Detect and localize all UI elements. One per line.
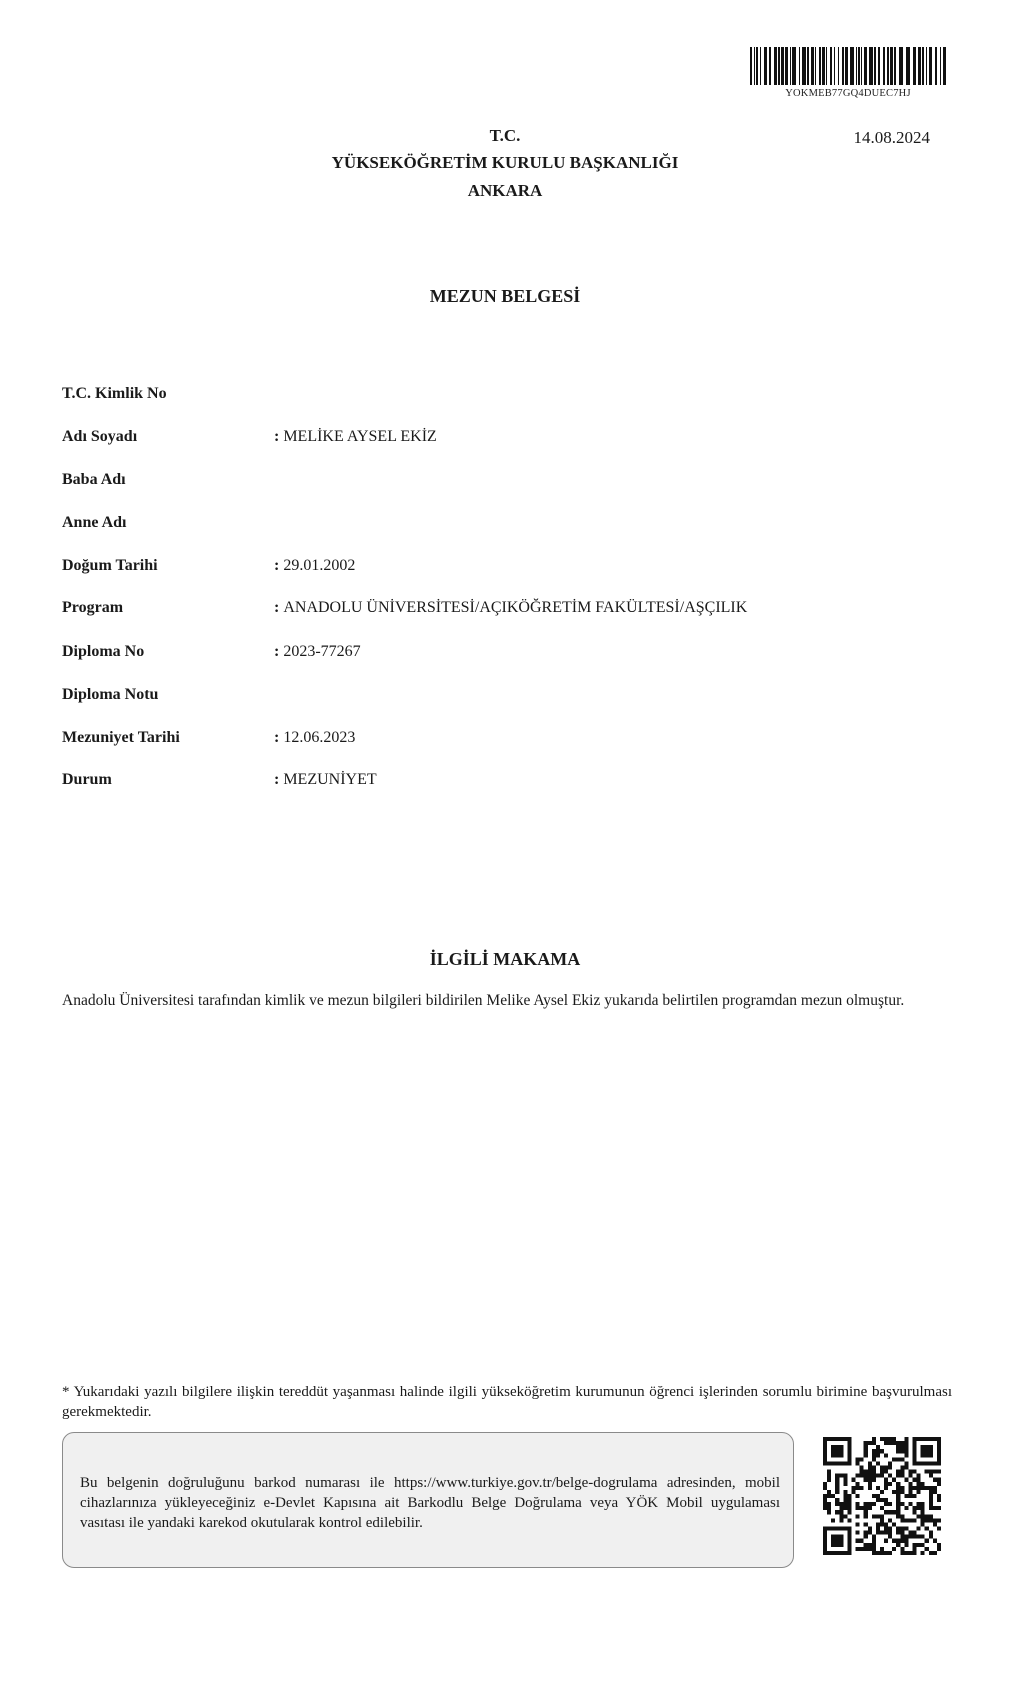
field-colon: : [274,643,280,660]
field-label: Program [62,599,124,616]
field-label: T.C. Kimlik No [62,385,167,402]
field-row-program [62,599,962,625]
header-institution: YÜKSEKÖĞRETİM KURULU BAŞKANLIĞI [331,153,679,172]
field-colon: : [274,729,280,746]
document-title: MEZUN BELGESİ [429,286,581,306]
field-row-durum [62,771,962,797]
field-colon: : [274,428,280,445]
field-colon: : [274,557,280,574]
field-label: Diploma Notu [62,686,159,703]
field-value: ANADOLU ÜNİVERSİTESİ/AÇIKÖĞRETİM FAKÜLTESİ/AŞÇILIK [283,599,748,616]
footnote: * Yukarıdaki yazılı bilgilere ilişkin tereddüt yaşanması halinde ilgili yükseköğretim kurumunun öğrenci işlerinden sorumlu birimine başvurulması gerekmektedir. [62,1384,952,1420]
field-row-diploma-no [62,643,962,669]
field-label: Durum [62,771,112,788]
section-title: İLGİLİ MAKAMA [429,949,581,969]
field-row-baba-adi [62,471,962,497]
field-label: Adı Soyadı [62,428,138,445]
verification-text: Bu belgenin doğruluğunu barkod numarası ile https://www.turkiye.gov.tr/belge-dogrulama adresinden, mobil cihazlarınıza yükleyeceğiniz e-Devlet Kapısına ait Barkodlu Belge Doğrulama veya YÖK Mobil uygulaması vasıtası ile yandaki karekod okutularak kontrol edilebilir. [80,1475,780,1531]
field-value: 2023-77267 [283,643,361,660]
qr-code-icon [823,1437,941,1555]
field-label: Anne Adı [62,514,127,531]
verification-box [62,1432,794,1568]
field-row-adi-soyadi [62,428,962,454]
field-colon: : [274,771,280,788]
issue-date: 14.08.2024 [853,128,930,147]
field-row-dogum-tarihi [62,557,962,583]
field-row-anne-adi [62,514,962,540]
field-value: MEZUNİYET [283,771,377,788]
field-row-mezuniyet-tarihi [62,729,962,755]
field-row-diploma-notu [62,686,962,712]
header-country: T.C. [489,126,521,145]
body-text: Anadolu Üniversitesi tarafından kimlik ve mezun bilgileri bildirilen Melike Aysel Ekiz yukarıda belirtilen programdan mezun olmuştur. [62,992,905,1009]
barcode-number: YOKMEB77GQ4DUEC7HJ [785,88,911,99]
field-value: 29.01.2002 [283,557,356,574]
field-row-tc-kimlik-no [62,385,962,411]
field-value: 12.06.2023 [283,729,356,746]
field-label: Diploma No [62,643,145,660]
field-colon: : [274,599,280,616]
header-city: ANKARA [467,181,543,200]
field-label: Mezuniyet Tarihi [62,729,180,746]
barcode-icon [750,47,946,89]
field-value: MELİKE AYSEL EKİZ [283,428,437,445]
field-label: Doğum Tarihi [62,557,158,574]
field-label: Baba Adı [62,471,126,488]
